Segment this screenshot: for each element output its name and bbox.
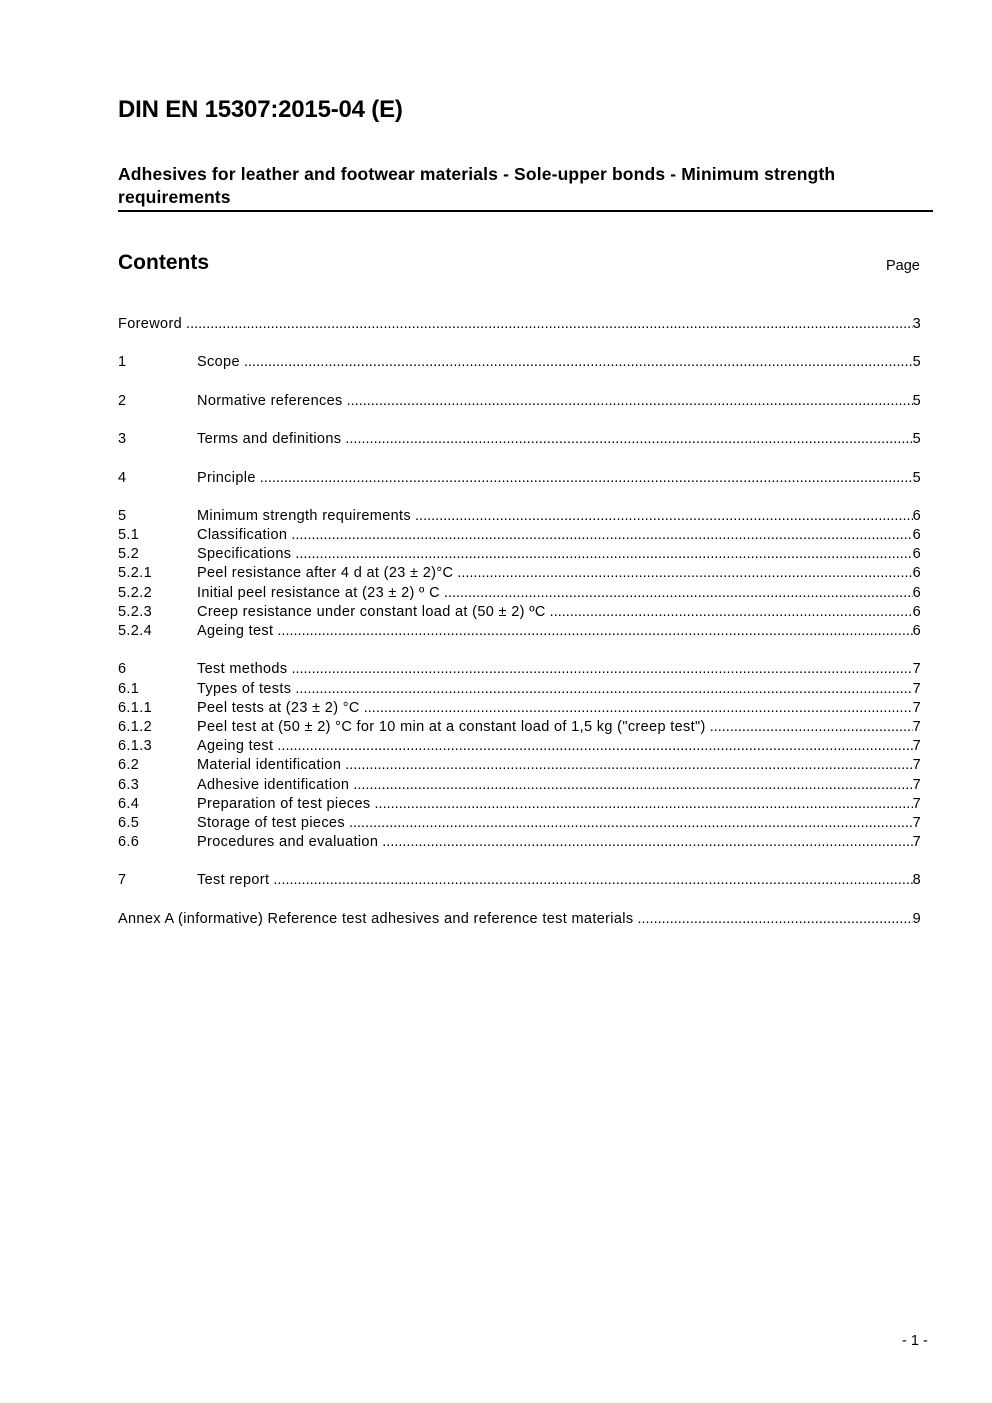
toc-entry-page: 6 bbox=[912, 527, 921, 544]
dot-leader bbox=[291, 526, 912, 545]
toc-entry-title: Procedures and evaluation bbox=[197, 834, 379, 851]
dot-leader bbox=[353, 776, 912, 795]
toc-entry-6-1-2[interactable] bbox=[118, 718, 921, 737]
toc-entry-page: 6 bbox=[912, 565, 921, 582]
toc-entry-page: 3 bbox=[912, 316, 921, 332]
document-title: DIN EN 15307:2015-04 (E) bbox=[118, 96, 403, 123]
dot-leader bbox=[295, 680, 912, 699]
toc-entry-page: 7 bbox=[912, 699, 921, 716]
toc-entry-title: Test report bbox=[197, 872, 270, 889]
dot-leader bbox=[345, 756, 912, 775]
page-column-label: Page bbox=[886, 258, 920, 274]
toc-entry-5-2-3[interactable] bbox=[118, 603, 921, 622]
dot-leader bbox=[260, 469, 913, 488]
dot-leader bbox=[710, 718, 913, 737]
toc-entry-number: 2 bbox=[118, 392, 127, 409]
toc-entry-number: 6.1.1 bbox=[118, 699, 152, 716]
document-subtitle: Adhesives for leather and footwear materials - Sole-upper bonds - Minimum strength requirements bbox=[118, 164, 836, 207]
toc-entry-number: 6.5 bbox=[118, 814, 140, 831]
toc-entry-page: 6 bbox=[912, 603, 921, 620]
toc-entry-page: 7 bbox=[912, 661, 921, 678]
toc-entry-title: Classification bbox=[197, 527, 288, 544]
toc-entry-3[interactable] bbox=[118, 430, 921, 449]
toc-entry-6-6[interactable] bbox=[118, 833, 921, 852]
toc-entry-number: 6.1 bbox=[118, 680, 140, 697]
toc-entry-title: Initial peel resistance at (23 ± 2) º C bbox=[197, 584, 440, 601]
toc-entry-number: 6 bbox=[118, 661, 127, 678]
toc-entry-page: 7 bbox=[912, 795, 921, 812]
toc-entry-page: 6 bbox=[912, 546, 921, 563]
toc-entry-title: Annex A (informative) Reference test adhesives and reference test materials bbox=[118, 910, 634, 927]
toc-entry-number: 5.2.2 bbox=[118, 584, 152, 601]
toc-entry-title: Peel resistance after 4 d at (23 ± 2)°C bbox=[197, 565, 454, 582]
toc-entry-page: 5 bbox=[912, 431, 921, 448]
toc-entry-title: Specifications bbox=[197, 546, 292, 563]
toc-entry-6-5[interactable] bbox=[118, 814, 921, 833]
dot-leader bbox=[457, 564, 912, 583]
toc-entry-number: 5.2.1 bbox=[118, 565, 152, 582]
page-number: - 1 - bbox=[902, 1333, 928, 1349]
toc-entry-2[interactable] bbox=[118, 392, 921, 411]
toc-entry-number: 5.2.4 bbox=[118, 623, 152, 639]
toc-entry-number: 5.2.3 bbox=[118, 603, 152, 620]
toc-entry-title: Normative references bbox=[197, 392, 343, 409]
toc-entry-number: 3 bbox=[118, 431, 127, 448]
toc-entry-6-3[interactable] bbox=[118, 776, 921, 795]
toc-entry-title: Creep resistance under constant load at (50 ± 2) ºC bbox=[197, 603, 546, 620]
toc-entry-number: 4 bbox=[118, 469, 127, 486]
toc-entry-number: 6.1.2 bbox=[118, 718, 152, 735]
toc-entry-number: 5.2 bbox=[118, 546, 140, 563]
toc-entry-6-1[interactable] bbox=[118, 680, 921, 699]
toc-entry-6-1-1[interactable] bbox=[118, 699, 921, 718]
toc-entry-number: 5.1 bbox=[118, 527, 140, 544]
toc-entry-number: 7 bbox=[118, 872, 127, 889]
toc-entry-number: 6.1.3 bbox=[118, 738, 152, 755]
toc-entry-5-2-1[interactable] bbox=[118, 564, 921, 583]
toc-entry-page: 7 bbox=[912, 834, 921, 851]
toc-entry-title: Preparation of test pieces bbox=[197, 795, 371, 812]
toc-entry-title: Foreword bbox=[118, 316, 183, 332]
contents-heading: Contents bbox=[118, 251, 209, 274]
toc-entry-page: 6 bbox=[912, 623, 921, 639]
toc-entry-page: 6 bbox=[912, 584, 921, 601]
toc-entry-title: Test methods bbox=[197, 661, 288, 678]
toc-entry-number: 1 bbox=[118, 354, 127, 371]
toc-entry-title: Peel tests at (23 ± 2) °C bbox=[197, 699, 360, 716]
dot-leader bbox=[345, 430, 912, 449]
dot-leader bbox=[637, 910, 912, 929]
dot-leader bbox=[277, 737, 912, 756]
toc-entry-title: Adhesive identification bbox=[197, 776, 350, 793]
toc-entry-title: Types of tests bbox=[197, 680, 292, 697]
dot-leader bbox=[382, 833, 912, 852]
toc-entry-1[interactable] bbox=[118, 353, 921, 372]
toc-entry-title: Peel test at (50 ± 2) °C for 10 min at a constant load of 1,5 kg ("creep test") bbox=[197, 718, 706, 735]
toc-entry-6-2[interactable] bbox=[118, 756, 921, 775]
toc-entry-5-2-4[interactable] bbox=[118, 622, 921, 641]
toc-entry-number: 6.3 bbox=[118, 776, 140, 793]
toc-entry-6-4[interactable] bbox=[118, 795, 921, 814]
dot-leader bbox=[244, 353, 913, 372]
toc-entry-5[interactable] bbox=[118, 507, 921, 526]
toc-entry-number: 6.6 bbox=[118, 834, 140, 851]
toc-entry-annex-a[interactable] bbox=[118, 910, 921, 929]
dot-leader bbox=[550, 603, 913, 622]
toc-entry-page: 7 bbox=[912, 757, 921, 774]
toc-entry-page: 7 bbox=[912, 738, 921, 755]
toc-entry-page: 9 bbox=[912, 910, 921, 927]
toc-entry-5-2[interactable] bbox=[118, 545, 921, 564]
toc-entry-page: 8 bbox=[912, 872, 921, 889]
toc-entry-number: 6.2 bbox=[118, 757, 140, 774]
toc-entry-title: Ageing test bbox=[197, 623, 274, 639]
toc-entry-title: Terms and definitions bbox=[197, 431, 342, 448]
dot-leader bbox=[273, 871, 912, 890]
toc-entry-5-2-2[interactable] bbox=[118, 584, 921, 603]
toc-entry-title: Storage of test pieces bbox=[197, 814, 345, 831]
dot-leader bbox=[347, 392, 913, 411]
toc-entry-title: Scope bbox=[197, 354, 240, 371]
toc-entry-title: Material identification bbox=[197, 757, 342, 774]
dot-leader bbox=[295, 545, 912, 564]
toc-entry-title: Minimum strength requirements bbox=[197, 507, 412, 524]
dot-leader bbox=[415, 507, 913, 526]
toc-entry-foreword[interactable] bbox=[118, 315, 921, 334]
dot-leader bbox=[375, 795, 913, 814]
dot-leader bbox=[364, 699, 913, 718]
toc-entry-page: 7 bbox=[912, 680, 921, 697]
toc-entry-page: 5 bbox=[912, 392, 921, 409]
dot-leader bbox=[291, 660, 912, 679]
toc-entry-page: 7 bbox=[912, 814, 921, 831]
toc-entry-6-1-3[interactable] bbox=[118, 737, 921, 756]
toc-entry-5-1[interactable] bbox=[118, 526, 921, 545]
title-divider bbox=[118, 210, 933, 212]
dot-leader bbox=[186, 315, 913, 334]
toc-entry-7[interactable] bbox=[118, 871, 921, 890]
toc-entry-page: 7 bbox=[912, 776, 921, 793]
table-of-contents bbox=[118, 315, 921, 929]
toc-entry-page: 5 bbox=[912, 354, 921, 371]
toc-entry-title: Principle bbox=[197, 469, 256, 486]
dot-leader bbox=[444, 584, 913, 603]
toc-entry-page: 5 bbox=[912, 469, 921, 486]
toc-entry-page: 6 bbox=[912, 507, 921, 524]
toc-entry-number: 6.4 bbox=[118, 795, 140, 812]
toc-entry-title: Ageing test bbox=[197, 738, 274, 755]
toc-entry-6[interactable] bbox=[118, 660, 921, 679]
dot-leader bbox=[277, 622, 912, 641]
toc-entry-4[interactable] bbox=[118, 469, 921, 488]
toc-entry-number: 5 bbox=[118, 507, 127, 524]
toc-entry-page: 7 bbox=[912, 718, 921, 735]
dot-leader bbox=[349, 814, 913, 833]
